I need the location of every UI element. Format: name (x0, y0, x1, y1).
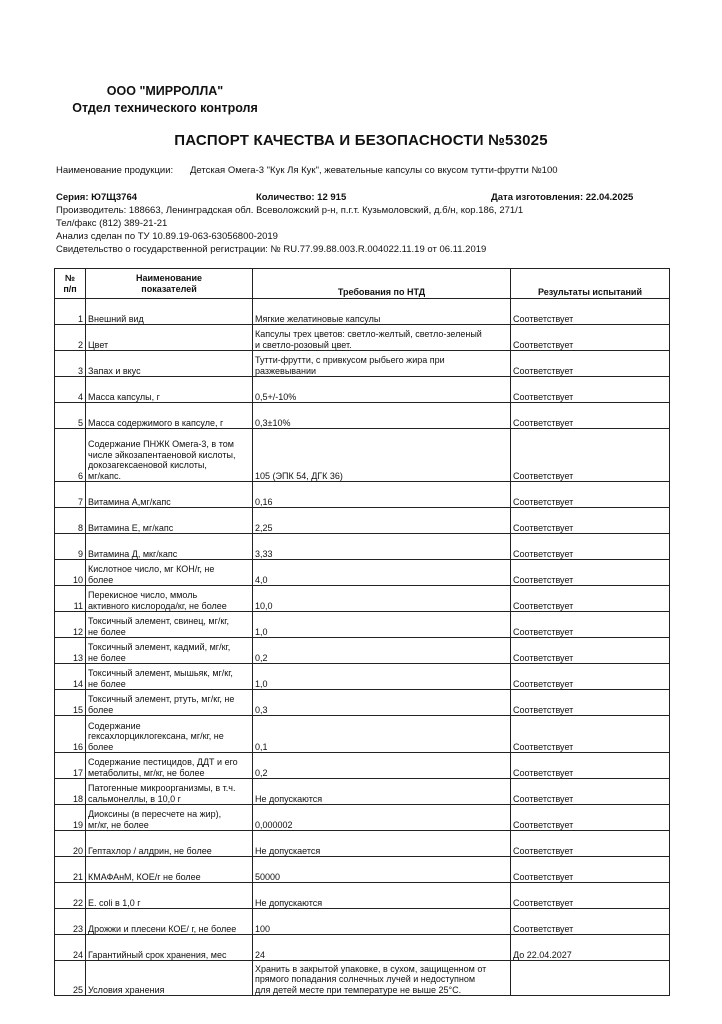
row-requirement: 3,33 (253, 534, 511, 560)
row-number: 15 (55, 690, 86, 716)
row-number: 14 (55, 664, 86, 690)
row-result: Соответствует (511, 612, 670, 638)
row-indicator: Витамина Е, мг/капс (86, 508, 253, 534)
row-number: 17 (55, 753, 86, 779)
row-requirement: Тутти-фрутти, с привкусом рыбьего жира при разжевывании (253, 351, 511, 377)
row-indicator: E. coli в 1,0 г (86, 883, 253, 909)
row-indicator: Масса содержимого в капсуле, г (86, 403, 253, 429)
row-indicator: Содержание ПНЖК Омега-3, в том числе эйкозапентаеновой кислоты, докозагексаеновой кислоты, мг/капс. (86, 429, 253, 482)
quantity-label: Количество: (256, 192, 315, 203)
row-requirement: 0,2 (253, 638, 511, 664)
row-requirement: 2,25 (253, 508, 511, 534)
table-header-row (55, 269, 670, 299)
row-requirement: Капсулы трех цветов: светло-желтый, светло-зеленый и светло-розовый цвет. (253, 325, 511, 351)
row-indicator: Цвет (86, 325, 253, 351)
row-requirement: 105 (ЭПК 54, ДГК 36) (253, 429, 511, 482)
row-indicator: Содержание гексахлорциклогексана, мг/кг, не более (86, 716, 253, 753)
row-number: 9 (55, 534, 86, 560)
table-row (55, 909, 670, 935)
row-result: Соответствует (511, 690, 670, 716)
quantity-value: 12 915 (317, 192, 347, 203)
header-name: Наименование показателей (86, 269, 253, 299)
table-row (55, 534, 670, 560)
header-num: № п/п (55, 269, 86, 299)
row-result: Соответствует (511, 377, 670, 403)
row-result: Соответствует (511, 508, 670, 534)
row-result: Соответствует (511, 883, 670, 909)
table-row (55, 638, 670, 664)
quality-table (54, 268, 670, 996)
row-indicator: Условия хранения (86, 961, 253, 996)
table-row (55, 935, 670, 961)
table-row (55, 753, 670, 779)
row-result: Соответствует (511, 325, 670, 351)
department-name: Отдел технического контроля (72, 101, 258, 115)
table-row (55, 779, 670, 805)
table-row (55, 883, 670, 909)
table-row (55, 429, 670, 482)
row-number: 18 (55, 779, 86, 805)
product-value: Детская Омега-3 "Кук Ля Кук", жевательные капсулы со вкусом тутти-фрутти №100 (190, 165, 558, 176)
row-requirement: Не допускаются (253, 883, 511, 909)
row-indicator: Гарантийный срок хранения, мес (86, 935, 253, 961)
table-row (55, 325, 670, 351)
table-row (55, 805, 670, 831)
manufacture-date-field (491, 192, 633, 203)
analysis-line: Анализ сделан по ТУ 10.89.19-063-63056800-2019 (56, 231, 278, 242)
row-result: Соответствует (511, 716, 670, 753)
table-row (55, 690, 670, 716)
row-number: 6 (55, 429, 86, 482)
row-indicator: Токсичный элемент, кадмий, мг/кг, не более (86, 638, 253, 664)
row-indicator: Кислотное число, мг КОН/г, не более (86, 560, 253, 586)
manufacture-date-label: Дата изготовления: (491, 192, 584, 203)
row-requirement: Не допускается (253, 831, 511, 857)
row-result: Соответствует (511, 909, 670, 935)
row-indicator: Токсичный элемент, свинец, мг/кг, не более (86, 612, 253, 638)
row-number: 10 (55, 560, 86, 586)
row-number: 23 (55, 909, 86, 935)
table-row (55, 831, 670, 857)
table-row (55, 961, 670, 996)
row-number: 4 (55, 377, 86, 403)
row-indicator: Внешний вид (86, 299, 253, 325)
table-row (55, 664, 670, 690)
certificate-line: Свидетельство о государственной регистрации: № RU.77.99.88.003.R.004022.11.19 от 06.11.2019 (56, 244, 487, 255)
producer-line: Производитель: 188663, Ленинградская обл. Всеволожский р-н, п.г.т. Кузьмоловский, д.б/н, кор.186, 271/1 (56, 205, 524, 216)
row-result: Соответствует (511, 351, 670, 377)
row-number: 16 (55, 716, 86, 753)
row-indicator: Перекисное число, ммоль активного кислорода/кг, не более (86, 586, 253, 612)
document-title: ПАСПОРТ КАЧЕСТВА И БЕЗОПАСНОСТИ №53025 (174, 132, 548, 149)
series-label: Серия: (56, 192, 89, 203)
table-row (55, 351, 670, 377)
row-number: 20 (55, 831, 86, 857)
row-requirement: 0,3±10% (253, 403, 511, 429)
header-results: Результаты испытаний (511, 269, 670, 299)
series-field (56, 192, 137, 203)
row-requirement: 0,3 (253, 690, 511, 716)
row-result: Соответствует (511, 857, 670, 883)
manufacture-date-value: 22.04.2025 (585, 192, 634, 203)
row-result: Соответствует (511, 586, 670, 612)
row-result: Соответствует (511, 779, 670, 805)
row-number: 25 (55, 961, 86, 996)
row-result (511, 961, 670, 996)
table-row (55, 612, 670, 638)
phone-line: Тел/факс (812) 389-21-21 (56, 218, 168, 229)
table-row (55, 403, 670, 429)
row-indicator: Витамина А,мг/капс (86, 482, 253, 508)
row-requirement: 100 (253, 909, 511, 935)
row-number: 12 (55, 612, 86, 638)
quantity-field (256, 192, 346, 203)
row-result: Соответствует (511, 429, 670, 482)
row-requirement: 1,0 (253, 612, 511, 638)
table-row (55, 299, 670, 325)
table-row (55, 857, 670, 883)
table-row (55, 377, 670, 403)
row-number: 19 (55, 805, 86, 831)
row-indicator: Токсичный элемент, мышьяк, мг/кг, не более (86, 664, 253, 690)
row-indicator: Масса капсулы, г (86, 377, 253, 403)
table-row (55, 560, 670, 586)
series-value: Ю7Щ3764 (91, 192, 138, 203)
row-result: До 22.04.2027 (511, 935, 670, 961)
row-result: Соответствует (511, 664, 670, 690)
row-number: 11 (55, 586, 86, 612)
row-requirement: 1,0 (253, 664, 511, 690)
row-requirement: 10,0 (253, 586, 511, 612)
row-requirement: 24 (253, 935, 511, 961)
row-requirement: 50000 (253, 857, 511, 883)
table-row (55, 586, 670, 612)
row-number: 8 (55, 508, 86, 534)
row-number: 2 (55, 325, 86, 351)
row-indicator: Гептахлор / алдрин, не более (86, 831, 253, 857)
row-requirement: 4,0 (253, 560, 511, 586)
row-requirement: Хранить в закрытой упаковке, в сухом, защищенном от прямого попадания солнечных лучей и недоступном для детей месте при температуре не выше 25°С. (253, 961, 511, 996)
row-result: Соответствует (511, 805, 670, 831)
row-result: Соответствует (511, 831, 670, 857)
row-requirement: Не допускаются (253, 779, 511, 805)
company-name: ООО "МИРРОЛЛА" (106, 84, 224, 98)
row-result: Соответствует (511, 534, 670, 560)
row-number: 22 (55, 883, 86, 909)
row-indicator: Содержание пестицидов, ДДТ и его метаболиты, мг/кг, не более (86, 753, 253, 779)
row-result: Соответствует (511, 299, 670, 325)
row-number: 24 (55, 935, 86, 961)
row-requirement: 0,16 (253, 482, 511, 508)
row-indicator: Патогенные микроорганизмы, в т.ч. сальмонеллы, в 10,0 г (86, 779, 253, 805)
row-number: 13 (55, 638, 86, 664)
row-indicator: Витамина Д, мкг/капс (86, 534, 253, 560)
row-requirement: Мягкие желатиновые капсулы (253, 299, 511, 325)
row-requirement: 0,5+/-10% (253, 377, 511, 403)
table-row (55, 482, 670, 508)
row-result: Соответствует (511, 560, 670, 586)
row-result: Соответствует (511, 638, 670, 664)
row-result: Соответствует (511, 403, 670, 429)
row-indicator: Токсичный элемент, ртуть, мг/кг, не более (86, 690, 253, 716)
row-number: 7 (55, 482, 86, 508)
header-requirements: Требования по НТД (253, 269, 511, 299)
row-indicator: КМАФАнМ, КОЕ/г не более (86, 857, 253, 883)
row-result: Соответствует (511, 753, 670, 779)
row-requirement: 0,1 (253, 716, 511, 753)
row-number: 1 (55, 299, 86, 325)
row-requirement: 0,2 (253, 753, 511, 779)
row-result: Соответствует (511, 482, 670, 508)
table-row (55, 716, 670, 753)
row-indicator: Дрожжи и плесени КОЕ/ г, не более (86, 909, 253, 935)
row-number: 3 (55, 351, 86, 377)
product-label: Наименование продукции: (56, 165, 174, 176)
table-row (55, 508, 670, 534)
row-indicator: Запах и вкус (86, 351, 253, 377)
row-number: 5 (55, 403, 86, 429)
row-requirement: 0,000002 (253, 805, 511, 831)
row-number: 21 (55, 857, 86, 883)
row-indicator: Диоксины (в пересчете на жир), мг/кг, не более (86, 805, 253, 831)
